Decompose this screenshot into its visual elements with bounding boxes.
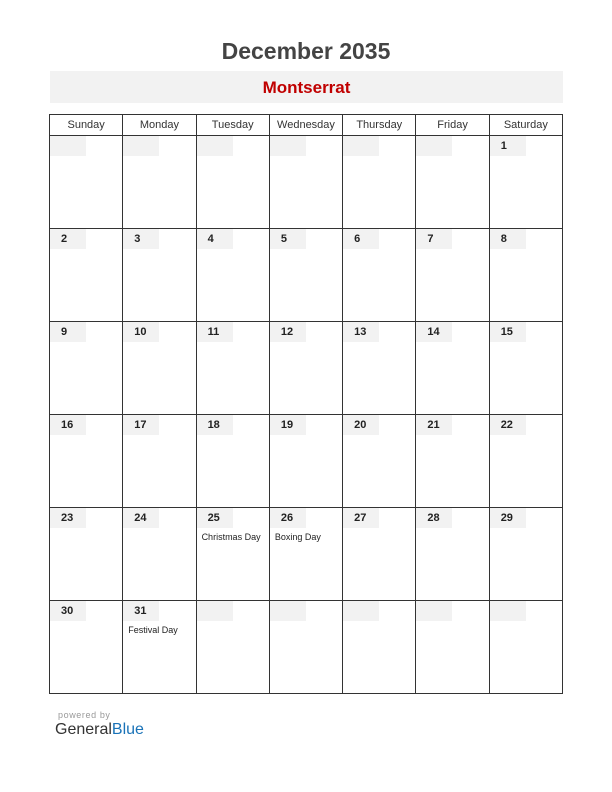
day-cell — [343, 322, 416, 415]
day-number: 22 — [490, 415, 526, 435]
day-cell — [123, 601, 196, 694]
day-cell — [269, 136, 342, 229]
day-cell — [50, 136, 123, 229]
day-number — [416, 601, 452, 621]
day-number: 31 — [123, 601, 159, 621]
weekday-header: Friday — [416, 115, 489, 136]
day-cell — [343, 229, 416, 322]
day-cell — [489, 136, 562, 229]
day-number: 10 — [123, 322, 159, 342]
country-name: Montserrat — [262, 78, 351, 97]
day-number: 20 — [343, 415, 379, 435]
day-number: 25 — [197, 508, 233, 528]
day-number: 24 — [123, 508, 159, 528]
day-number: 14 — [416, 322, 452, 342]
day-cell — [416, 508, 489, 601]
day-number: 13 — [343, 322, 379, 342]
day-cell — [269, 322, 342, 415]
holiday-label: Christmas Day — [201, 532, 261, 542]
week-row — [50, 601, 563, 694]
day-cell — [196, 229, 269, 322]
day-number: 29 — [490, 508, 526, 528]
day-number: 6 — [343, 229, 379, 249]
day-cell — [196, 508, 269, 601]
day-number — [416, 136, 452, 156]
day-cell — [123, 508, 196, 601]
day-number — [343, 601, 379, 621]
day-number: 15 — [490, 322, 526, 342]
day-cell — [489, 508, 562, 601]
brand-logo-blue: Blue — [111, 721, 144, 738]
day-cell — [50, 508, 123, 601]
country-banner — [50, 71, 563, 103]
day-cell — [489, 415, 562, 508]
day-number: 19 — [270, 415, 306, 435]
day-cell — [196, 136, 269, 229]
day-cell — [416, 136, 489, 229]
day-cell — [416, 601, 489, 694]
day-cell — [269, 601, 342, 694]
day-cell — [50, 601, 123, 694]
day-cell — [196, 415, 269, 508]
brand-logo — [55, 721, 144, 739]
day-number: 8 — [490, 229, 526, 249]
day-cell — [343, 601, 416, 694]
day-cell — [269, 229, 342, 322]
day-cell — [196, 322, 269, 415]
weekday-header: Saturday — [489, 115, 562, 136]
day-cell — [416, 415, 489, 508]
day-number: 16 — [50, 415, 86, 435]
day-cell — [416, 229, 489, 322]
holiday-label: Boxing Day — [274, 532, 321, 542]
calendar-title: December 2035 — [221, 38, 391, 64]
day-cell — [343, 136, 416, 229]
weekday-header: Thursday — [343, 115, 416, 136]
day-number — [490, 601, 526, 621]
day-cell — [196, 601, 269, 694]
day-number — [343, 136, 379, 156]
day-cell — [343, 508, 416, 601]
week-row — [50, 415, 563, 508]
brand-logo-general: General — [55, 721, 112, 738]
day-cell — [269, 415, 342, 508]
calendar-grid — [49, 114, 563, 694]
day-cell — [343, 415, 416, 508]
weekday-header: Sunday — [50, 115, 123, 136]
day-cell — [123, 229, 196, 322]
day-cell — [50, 229, 123, 322]
day-number — [270, 136, 306, 156]
week-row — [50, 136, 563, 229]
day-cell — [50, 322, 123, 415]
day-number — [270, 601, 306, 621]
day-number: 2 — [50, 229, 86, 249]
day-number: 27 — [343, 508, 379, 528]
day-cell — [489, 601, 562, 694]
day-number: 7 — [416, 229, 452, 249]
day-cell — [123, 415, 196, 508]
weekday-header-row — [50, 115, 563, 136]
day-cell — [50, 415, 123, 508]
day-cell — [489, 322, 562, 415]
day-cell — [416, 322, 489, 415]
day-number: 17 — [123, 415, 159, 435]
day-number: 5 — [270, 229, 306, 249]
day-number — [123, 136, 159, 156]
day-number — [197, 601, 233, 621]
holiday-label: Festival Day — [128, 625, 178, 635]
week-row — [50, 229, 563, 322]
day-number: 11 — [197, 322, 233, 342]
day-number: 21 — [416, 415, 452, 435]
day-number: 4 — [197, 229, 233, 249]
day-number: 1 — [490, 136, 526, 156]
day-number — [197, 136, 233, 156]
day-cell — [269, 508, 342, 601]
powered-by-text: powered by — [58, 710, 111, 720]
day-number: 12 — [270, 322, 306, 342]
day-number: 28 — [416, 508, 452, 528]
day-number: 26 — [270, 508, 306, 528]
day-cell — [123, 322, 196, 415]
weekday-header: Tuesday — [196, 115, 269, 136]
week-row — [50, 508, 563, 601]
day-number: 23 — [50, 508, 86, 528]
day-number: 9 — [50, 322, 86, 342]
day-number: 3 — [123, 229, 159, 249]
day-number — [50, 136, 86, 156]
weekday-header: Wednesday — [269, 115, 342, 136]
day-cell — [489, 229, 562, 322]
day-cell — [123, 136, 196, 229]
day-number: 18 — [197, 415, 233, 435]
day-number: 30 — [50, 601, 86, 621]
week-row — [50, 322, 563, 415]
weekday-header: Monday — [123, 115, 196, 136]
